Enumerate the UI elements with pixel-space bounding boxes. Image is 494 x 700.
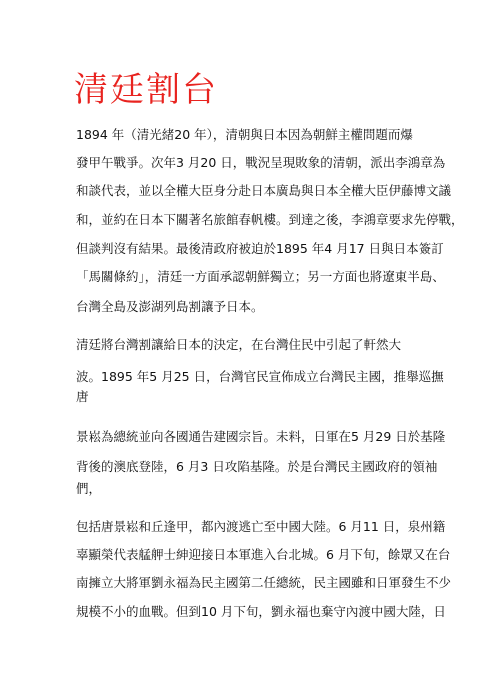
body-line-15: 辜顯榮代表艋舺士紳迎接日本軍進入台北城。6 月下旬，餘眾又在台 <box>76 547 451 562</box>
body-line-1: 1894 年（清光緒20 年），清朝與日本因為朝鮮主權問題而爆 <box>76 127 413 142</box>
body-line-13: 們， <box>76 481 102 496</box>
body-line-9: 波。1895 年5 月25 日，台灣官民宣佈成立台灣民主國，推舉巡撫 <box>76 369 444 384</box>
body-line-6: 「馬關條約」，清廷一方面承認朝鮮獨立；另一方面也將遼東半島、 <box>76 269 445 284</box>
body-line-2: 發甲午戰爭。次年3 月20 日，戰況呈現敗象的清朝，派出李鴻章為 <box>76 155 446 170</box>
body-line-8: 清廷將台灣割讓給日本的決定，在台灣住民中引起了軒然大 <box>76 337 402 352</box>
body-line-10: 唐 <box>76 389 89 404</box>
body-line-4: 和，並約在日本下關著名旅館春帆樓。到達之後，李鴻章要求先停戰， <box>76 212 464 227</box>
body-line-5: 但談判沒有結果。最後清政府被迫於1895 年4 月17 日與日本簽訂 <box>76 241 444 256</box>
body-line-16: 南擁立大將軍劉永福為民主國第二任總統，民主國雖和日軍發生不少 <box>76 575 452 590</box>
document-title: 清廷割台 <box>74 70 218 110</box>
body-line-11: 景崧為總統並向各國通告建國宗旨。未料，日軍在5 月29 日於基隆 <box>76 429 446 444</box>
body-line-3: 和談代表，並以全權大臣身分赴日本廣島與日本全權大臣伊藤博文議 <box>76 183 452 198</box>
body-line-7: 台灣全島及澎湖列島割讓予日本。 <box>76 299 264 314</box>
body-line-17: 規模不小的血戰。但到10 月下旬，劉永福也棄守內渡中國大陸，日 <box>76 604 446 619</box>
body-line-14: 包括唐景崧和丘逢甲，都內渡逃亡至中國大陸。6 月11 日，泉州籍 <box>76 519 446 534</box>
body-line-12: 背後的澳底登陸，6 月3 日攻陷基隆。於是台灣民主國政府的領袖 <box>76 459 438 474</box>
